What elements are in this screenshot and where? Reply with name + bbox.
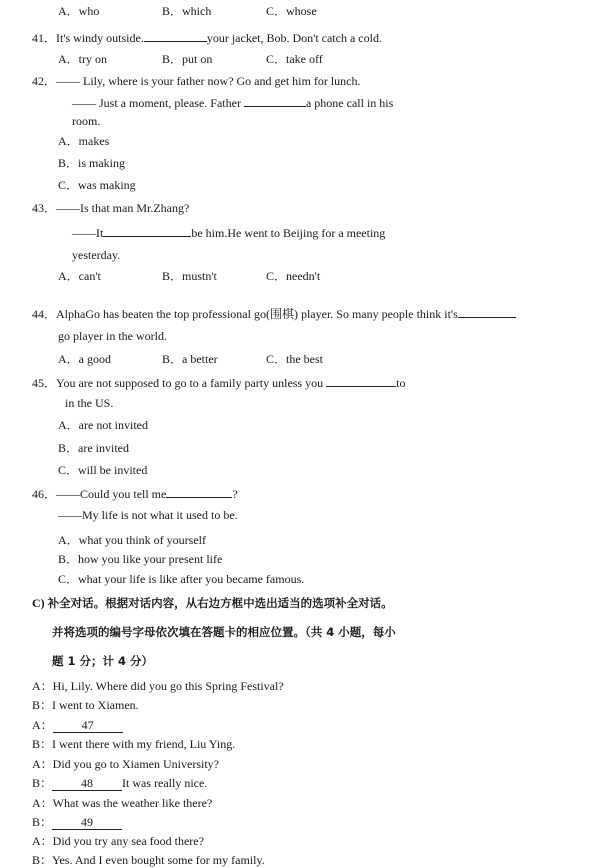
q43-option-b: B．mustn't <box>162 269 217 283</box>
speaker-label: B： <box>32 776 53 790</box>
speaker-label: A： <box>32 757 53 771</box>
q42-line-2 <box>72 94 393 110</box>
q45-line-2: in the US. <box>65 396 114 410</box>
dialogue-text: Hi, Lily. Where did you go this Spring Festival? <box>52 679 284 693</box>
question-number: 46． <box>32 487 57 501</box>
q43-dialogue-b-end: be him.He went to Beijing for a meeting <box>191 226 386 240</box>
section-c-instruction-2: 并将选项的编号字母依次填在答题卡的相应位置。（共 4 小题，每小 <box>52 625 396 639</box>
q42-answer-blank <box>244 94 306 107</box>
q41-option-a: A．try on <box>58 52 107 66</box>
dialogue-line <box>32 834 204 848</box>
dialogue-line <box>32 679 284 693</box>
dialogue-text: It was really nice. <box>122 776 208 790</box>
q43-option-c: C．needn't <box>266 269 321 283</box>
section-c-instruction-1: 补全对话。根据对话内容，从右边方框中选出适当的选项补全对话。 <box>47 596 393 610</box>
q40-option-a: A．who <box>58 4 100 18</box>
dialogue-line <box>32 853 265 867</box>
q42-dialogue-b-end: a phone call in his <box>305 96 394 110</box>
q45-line-1 <box>32 374 405 390</box>
q46-question-mark: ? <box>232 487 238 501</box>
q44-line-2: go player in the world. <box>58 329 167 343</box>
q46-line-1 <box>32 485 238 501</box>
q40-option-c: C．whose <box>266 4 317 18</box>
q46-line-2: ——My life is not what it used to be. <box>58 508 238 522</box>
section-c-heading <box>32 596 393 610</box>
q44-option-b: B．a better <box>162 352 218 366</box>
q44-stem: AlphaGo has beaten the top professional go(围棋) player. So many people think it's <box>56 307 458 321</box>
question-number: 41． <box>32 31 57 45</box>
speaker-label: B： <box>32 698 53 712</box>
dialogue-text: I went there with my friend, Liu Ying. <box>52 737 236 751</box>
q44-option-a: A．a good <box>58 352 111 366</box>
q44-option-c: C．the best <box>266 352 323 366</box>
q41-stem-start: It's windy outside. <box>56 31 144 45</box>
question-number: 45． <box>32 376 57 390</box>
q44-answer-blank <box>458 305 516 318</box>
dialogue-text: I went to Xiamen. <box>52 698 139 712</box>
q45-option-b: B．are invited <box>58 441 129 455</box>
q46-option-a: A．what you think of yourself <box>58 533 206 547</box>
speaker-label: A： <box>32 834 53 848</box>
section-c-label: C) <box>32 596 45 610</box>
speaker-label: B： <box>32 853 53 867</box>
speaker-label: B： <box>32 815 53 829</box>
q42-option-c: C．was making <box>58 178 136 192</box>
q46-option-c: C．what your life is like after you became famous. <box>58 572 305 586</box>
dialogue-line <box>32 796 212 810</box>
q46-answer-blank <box>166 485 232 498</box>
dialogue-line <box>32 718 123 733</box>
question-number: 42． <box>32 74 57 88</box>
q42-option-b: B．is making <box>58 156 126 170</box>
q41-stem <box>32 29 382 45</box>
q45-option-c: C．will be invited <box>58 463 148 477</box>
q43-answer-blank <box>103 224 191 237</box>
q41-option-c: C．take off <box>266 52 323 66</box>
answer-blank-49: 49 <box>52 815 122 830</box>
q42-line-1 <box>32 74 361 88</box>
answer-blank-48: 48 <box>52 776 122 791</box>
q45-stem-start: You are not supposed to go to a family party unless you <box>56 376 324 390</box>
q42-dialogue-b-start: —— Just a moment, please. Father <box>72 96 241 110</box>
dialogue-text: Did you go to Xiamen University? <box>52 757 219 771</box>
q46-dialogue-a: ——Could you tell me <box>56 487 167 501</box>
dialogue-line <box>32 815 122 830</box>
q41-option-b: B．put on <box>162 52 213 66</box>
q41-stem-end: your jacket, Bob. Don't catch a cold. <box>206 31 382 45</box>
q45-option-a: A．are not invited <box>58 418 148 432</box>
q42-option-a: A．makes <box>58 134 110 148</box>
q42-dialogue-a: —— Lily, where is your father now? Go and get him for lunch. <box>56 74 361 88</box>
dialogue-line <box>32 757 219 771</box>
question-number: 44． <box>32 307 57 321</box>
dialogue-line <box>32 776 207 791</box>
q46-option-b: B．how you like your present life <box>58 552 223 566</box>
speaker-label: A： <box>32 718 53 732</box>
q43-dialogue-b-start: ——It <box>72 226 104 240</box>
q43-line-3: yesterday. <box>72 248 121 262</box>
speaker-label: B： <box>32 737 53 751</box>
dialogue-text: What was the weather like there? <box>52 796 213 810</box>
q43-line-1 <box>32 201 189 215</box>
q43-line-2 <box>72 224 385 240</box>
dialogue-text: Did you try any sea food there? <box>52 834 204 848</box>
answer-blank-47: 47 <box>53 718 123 733</box>
speaker-label: A： <box>32 796 53 810</box>
q41-answer-blank <box>144 29 207 42</box>
q40-option-b: B．which <box>162 4 212 18</box>
q42-line-3: room. <box>72 114 101 128</box>
dialogue-text: Yes. And I even bought some for my family. <box>52 853 265 867</box>
q43-option-a: A．can't <box>58 269 101 283</box>
section-c-instruction-3: 题 1 分；计 4 分） <box>52 654 154 668</box>
q44-line-1 <box>32 305 516 321</box>
question-number: 43． <box>32 201 57 215</box>
q43-dialogue-a: ——Is that man Mr.Zhang? <box>56 201 190 215</box>
speaker-label: A： <box>32 679 53 693</box>
dialogue-line <box>32 698 139 712</box>
q45-answer-blank <box>326 374 396 387</box>
dialogue-line <box>32 737 235 751</box>
q45-stem-end: to <box>396 376 406 390</box>
